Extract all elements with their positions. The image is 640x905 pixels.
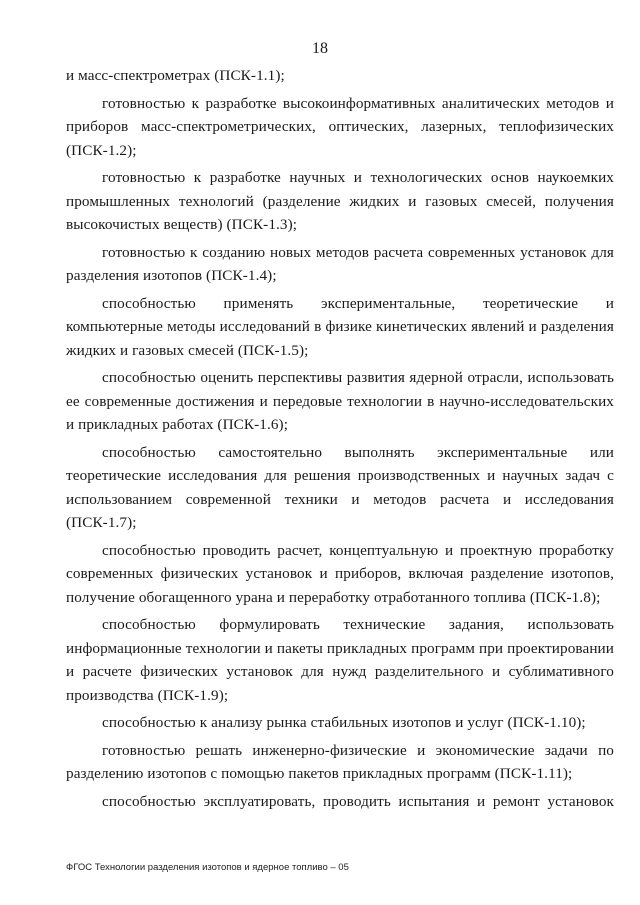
paragraph-pck-1-8: способностью проводить расчет, концептуальную и проектную проработку современных физических установок и приборов, включая разделение изотопов, получение обогащенного урана и переработку отработанного топлива (ПСК-1.8); [66, 541, 614, 606]
paragraph-pck-1-6: способностью оценить перспективы развития ядерной отрасли, использовать ее современные достижения и передовые технологии в научно-исследовательских и прикладных работах (ПСК-1.6); [66, 369, 614, 433]
paragraph-pck-1-3: готовностью к разработке научных и технологических основ наукоемких промышленных технологий (разделение жидких и газовых смесей, получения высокочистых веществ) (ПСК-1.3); [66, 169, 614, 233]
paragraph-pck-1-7: способностью самостоятельно выполнять экспериментальные или теоретические исследования для решения производственных и научных задач с использованием современной техники и методов расчета и исследования (ПСК-1.7); [66, 443, 614, 531]
paragraph-pck-1-10: способностью к анализу рынка стабильных изотопов и услуг (ПСК-1.10); [102, 714, 586, 731]
paragraph-pck-1-5: способностью применять экспериментальные, теоретические и компьютерные методы исследований в физике кинетических явлений и разделения жидких и газовых смесей (ПСК-1.5); [66, 294, 614, 359]
page-footer: ФГОС Технологии разделения изотопов и ядерное топливо – 05 [66, 862, 349, 873]
paragraph-pck-1-9: способностью формулировать технические задания, использовать информационные технологии и пакеты прикладных программ при проектировании и расчете физических установок для нужд разделительного и сублимативного производства (ПСК-1.9); [66, 616, 614, 704]
paragraph-pck-1-2: готовностью к разработке высокоинформативных аналитических методов и приборов масс-спектрометрических, оптических, лазерных, теплофизических (ПСК-1.2); [66, 94, 614, 159]
document-body [66, 64, 614, 817]
paragraph-pck-1-4: готовностью к созданию новых методов расчета современных установок для разделения изотопов (ПСК-1.4); [66, 243, 614, 284]
paragraph-pck-1-1-tail: и масс-спектрометрах (ПСК-1.1); [66, 67, 285, 84]
paragraph-pck-1-11: готовностью решать инженерно-физические и экономические задачи по разделению изотопов с помощью пакетов прикладных программ (ПСК-1.11); [66, 741, 614, 782]
paragraph-pck-1-12-start: способностью эксплуатировать, проводить испытания и ремонт установок [102, 792, 614, 810]
page-number: 18 [312, 40, 328, 57]
